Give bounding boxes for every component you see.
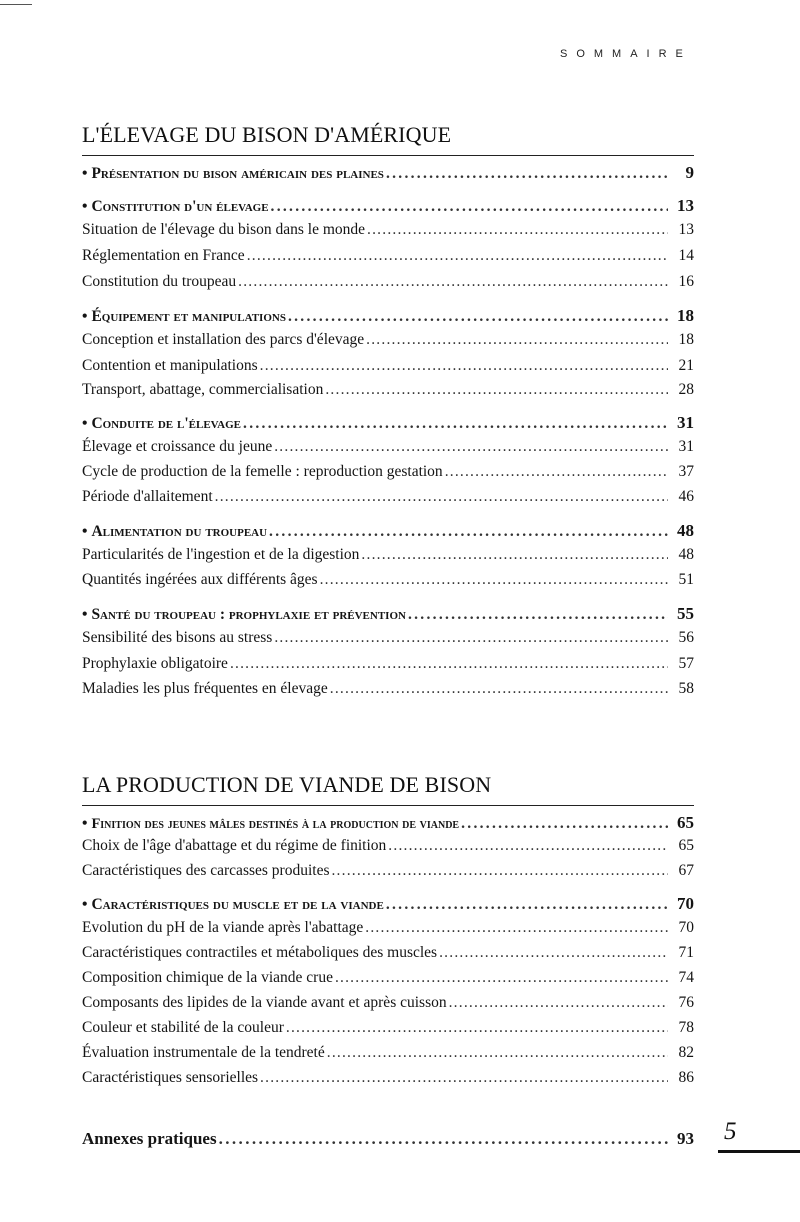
toc-entry[interactable] — [82, 944, 694, 970]
part-1-title-rule — [82, 155, 694, 156]
toc-entry[interactable] — [82, 680, 694, 706]
section-label: Santé du troupeau : prophylaxie et prévention — [91, 606, 406, 623]
toc-entry[interactable] — [82, 381, 694, 407]
entry-label: Quantités ingérées aux différents âges — [82, 571, 318, 588]
part-1-title: L'ÉLEVAGE DU BISON D'AMÉRIQUE — [82, 122, 452, 147]
dot-leader — [320, 571, 668, 589]
page-number: 58 — [678, 680, 694, 697]
toc-section-conduite[interactable]: • Conduite de l'élevage ..... 31 — [82, 413, 694, 439]
dot-leader — [335, 969, 668, 987]
entry-label: Transport, abattage, commercialisation — [82, 381, 324, 398]
toc-entry[interactable] — [82, 463, 694, 489]
page-number: 48 — [677, 521, 694, 540]
entry-label: Réglementation en France — [82, 247, 245, 264]
dot-leader — [219, 1129, 668, 1149]
page-number: 9 — [685, 163, 694, 182]
toc-entry[interactable] — [82, 1069, 694, 1095]
toc-annex[interactable] — [82, 1129, 694, 1155]
dot-leader — [461, 815, 668, 833]
page-number: 71 — [678, 944, 694, 961]
dot-leader — [260, 357, 668, 375]
entry-label: Cycle de production de la femelle : reproduction gestation — [82, 463, 443, 480]
page-number: 74 — [678, 969, 694, 986]
toc-entry[interactable] — [82, 994, 694, 1020]
dot-leader — [274, 438, 668, 456]
page-number: 93 — [677, 1129, 694, 1148]
toc-entry[interactable] — [82, 919, 694, 945]
page-number: 13 — [677, 196, 694, 215]
part-2-title-rule — [82, 805, 694, 806]
page-number: 13 — [678, 221, 694, 238]
dot-leader — [388, 837, 668, 855]
dot-leader — [367, 221, 668, 239]
dot-leader — [366, 331, 668, 349]
dot-leader — [361, 546, 668, 564]
page-number: 70 — [677, 894, 694, 913]
section-label: Caractéristiques du muscle et de la viande — [91, 896, 384, 913]
entry-label: Couleur et stabilité de la couleur — [82, 1019, 284, 1036]
entry-label: Prophylaxie obligatoire — [82, 655, 228, 672]
toc-entry[interactable] — [82, 438, 694, 464]
page-number: 86 — [678, 1069, 694, 1086]
page-number: 18 — [677, 306, 694, 325]
page-number: 70 — [678, 919, 694, 936]
toc-entry[interactable] — [82, 1019, 694, 1045]
dot-leader — [330, 680, 668, 698]
entry-label: Composants des lipides de la viande avant et après cuisson — [82, 994, 447, 1011]
section-label: Présentation du bison américain des plaines — [91, 165, 384, 182]
entry-label: Choix de l'âge d'abattage et du régime de finition — [82, 837, 387, 854]
dot-leader — [327, 1044, 668, 1062]
entry-label: Période d'allaitement — [82, 488, 213, 505]
toc-entry[interactable] — [82, 629, 694, 655]
entry-label: Sensibilité des bisons au stress — [82, 629, 273, 646]
toc-entry[interactable] — [82, 837, 694, 863]
page-number: 67 — [678, 862, 694, 879]
section-label: Alimentation du troupeau — [91, 523, 268, 540]
entry-label: Élevage et croissance du jeune — [82, 438, 273, 455]
part-2-title: LA PRODUCTION DE VIANDE DE BISON — [82, 772, 492, 797]
folio-rule — [718, 1150, 800, 1153]
toc-section-finition[interactable]: • Finition des jeunes mâles destinés à la production de viande ..... 65 — [82, 813, 694, 839]
dot-leader — [439, 944, 668, 962]
page-number: 31 — [678, 438, 694, 455]
section-label: Conduite de l'élevage — [91, 415, 242, 432]
dot-leader — [288, 308, 668, 326]
toc-entry[interactable] — [82, 488, 694, 514]
page-number: 78 — [678, 1019, 694, 1036]
toc-entry[interactable] — [82, 1044, 694, 1070]
dot-leader — [365, 919, 668, 937]
entry-label: Composition chimique de la viande crue — [82, 969, 333, 986]
page-number: 18 — [678, 331, 694, 348]
toc-section-presentation[interactable]: • Présentation du bison américain des plaines ..... 9 — [82, 163, 694, 189]
dot-leader — [331, 862, 668, 880]
toc-section-constitution[interactable]: • Constitution d'un élevage ..... 13 — [82, 196, 694, 222]
section-label: Équipement et manipulations — [91, 308, 286, 325]
dot-leader — [260, 1069, 668, 1087]
page-number: 65 — [678, 837, 694, 854]
entry-label: Evolution du pH de la viande après l'abattage — [82, 919, 364, 936]
annex-label: Annexes pratiques — [82, 1129, 217, 1148]
dot-leader — [386, 896, 668, 914]
toc-section-alimentation[interactable]: • Alimentation du troupeau ..... 48 — [82, 521, 694, 547]
dot-leader — [238, 273, 668, 291]
toc-section-sante[interactable]: • Santé du troupeau : prophylaxie et prévention ..... 55 — [82, 604, 694, 630]
page-number: 76 — [678, 994, 694, 1011]
toc-entry[interactable] — [82, 273, 694, 299]
toc-entry[interactable] — [82, 862, 694, 888]
toc-section-caracteristiques[interactable]: • Caractéristiques du muscle et de la viande ..... 70 — [82, 894, 694, 920]
entry-label: Constitution du troupeau — [82, 273, 237, 290]
dot-leader — [386, 165, 668, 183]
dot-leader — [247, 247, 668, 265]
dot-leader — [271, 198, 668, 216]
dot-leader — [286, 1019, 668, 1037]
dot-leader — [408, 606, 668, 624]
page-number: 28 — [678, 381, 694, 398]
page-number: 51 — [678, 571, 694, 588]
toc-entry[interactable] — [82, 546, 694, 572]
dot-leader — [215, 488, 668, 506]
page-number: 57 — [678, 655, 694, 672]
page-number: 14 — [678, 247, 694, 264]
page-number: 82 — [678, 1044, 694, 1061]
section-label: Finition des jeunes mâles destinés à la production de viande — [91, 816, 460, 832]
dot-leader — [449, 994, 668, 1012]
entry-label: Situation de l'élevage du bison dans le monde — [82, 221, 366, 238]
dot-leader — [274, 629, 668, 647]
entry-label: Évaluation instrumentale de la tendreté — [82, 1044, 325, 1061]
entry-label: Caractéristiques contractiles et métaboliques des muscles — [82, 944, 438, 961]
page-number: 16 — [678, 273, 694, 290]
dot-leader — [269, 523, 668, 541]
entry-label: Particularités de l'ingestion et de la digestion — [82, 546, 360, 563]
toc-entry[interactable] — [82, 571, 694, 597]
page-number: 56 — [678, 629, 694, 646]
dot-leader — [445, 463, 668, 481]
top-corner-rule — [0, 4, 32, 5]
toc-section-equipement[interactable]: • Équipement et manipulations ..... 18 — [82, 306, 694, 332]
page-number: 21 — [678, 357, 694, 374]
entry-label: Conception et installation des parcs d'élevage — [82, 331, 365, 348]
toc-entry[interactable] — [82, 221, 694, 247]
toc-entry[interactable] — [82, 655, 694, 681]
page-number: 37 — [678, 463, 694, 480]
toc-entry[interactable] — [82, 357, 694, 383]
folio-page-number: 5 — [724, 1118, 737, 1145]
running-head: SOMMAIRE — [560, 48, 692, 60]
toc-entry[interactable] — [82, 969, 694, 995]
entry-label: Contention et manipulations — [82, 357, 258, 374]
page-number: 48 — [678, 546, 694, 563]
page-number: 65 — [677, 813, 694, 832]
toc-entry[interactable] — [82, 331, 694, 357]
page-number: 55 — [677, 604, 694, 623]
page-number: 31 — [677, 413, 694, 432]
page-number: 46 — [678, 488, 694, 505]
entry-label: Maladies les plus fréquentes en élevage — [82, 680, 328, 697]
dot-leader — [243, 415, 668, 433]
entry-label: Caractéristiques sensorielles — [82, 1069, 259, 1086]
toc-entry[interactable] — [82, 247, 694, 273]
dot-leader — [325, 381, 668, 399]
dot-leader — [230, 655, 668, 673]
entry-label: Caractéristiques des carcasses produites — [82, 862, 330, 879]
section-label: Constitution d'un élevage — [91, 198, 269, 215]
